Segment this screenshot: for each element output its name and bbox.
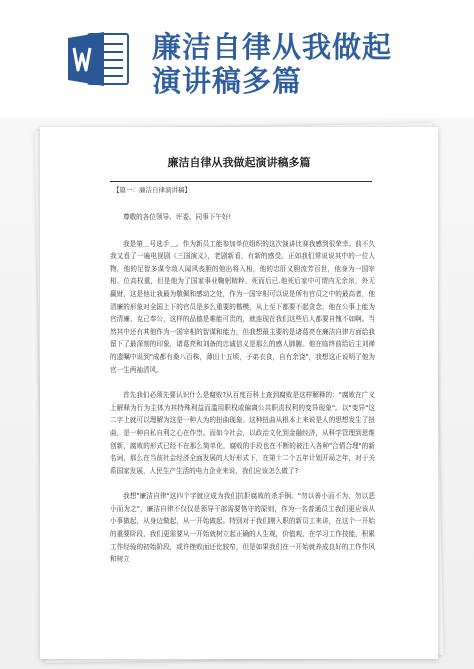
- title-line-1: 廉洁自律从我做起: [152, 30, 393, 64]
- document-body: [110, 211, 375, 579]
- paragraph-greeting: 尊敬的各位领导、评委、同事下午好!: [123, 213, 232, 221]
- page-title: [152, 30, 462, 98]
- section-divider: [110, 181, 372, 182]
- document-title: 廉洁自律从我做起演讲稿多篇: [167, 156, 311, 169]
- section-label: 【篇一：廉洁自律演讲稿】: [113, 186, 191, 194]
- paragraph-2: 首先我们必须先要认识什么是腐败?从百度百科上查到腐败是这样解释的："腐败在广义上解释为行为主体为其特殊利益而滥用职权或偏离公共职责权利的变异现象"。以"变异"这二字上就可以理解为这是一种人为的扭曲现象。这种扭曲从根本上来说是人的思想发生了扭曲，是一种自私自利之心在作祟。而如今社会，以政治文化到金融经济，从科学管理到思维创新，腐败的形式已经不在那么简单化，腐败的手段也在不断的被注入各种"合情合理"的新名词，那么在当前社会经济全面发展的大好形式下，在第十二个五年计划开局之年，对于关系国家发展，人民生产生活的电力企业来说，我们应该怎么做了?: [110, 391, 375, 475]
- document-page: [40, 127, 438, 659]
- word-doc-icon: [68, 30, 130, 88]
- title-line-2: 演讲稿多篇: [152, 64, 303, 98]
- header-banner: [0, 0, 474, 118]
- paragraph-1: 我是第＿号选手＿。作为新员工能参加单位组织的这次演讲比赛我感到很荣幸。前不久我又看了一遍电视剧《三国演义》，老剧新看，有新的感受。正如我们常说说其中的一位人物，他的足智多谋令敌人闻风丧胆的他出将入相，他的忠肝义胆流芳百世，他身为一国宰相、位高权重，但是他为了国家事业鞠躬精粹，死而后已.他死后家中可谓内无余帛，外无赢财，这是他让我最为敬佩和感动之处，作为一国宰相可以说是所有官员之中的最高者，他清廉的形象对全国上下的官员是多么重要的楷模，从上至下都要不起贪念，他在公事上能为官清廉、克己奉公，这样的品德是难能可贵的，就连现在我们这些后人都要自愧不如啊。当然其中还有其他作为一国宰相的智谋和能力，但我想最主要的是诸葛亮在廉洁自律方面给我留下了最深刻的印象，诸葛亮和刘备的忠诚信义是那么的感人肺腑。他在临终前给后主刘禅的遗嘱中说到"成都有桑八百株，薄田十五顷，子弟衣食，自有余饶"，我想这正说明了他为官一生两袖清风。: [110, 239, 375, 374]
- paragraph-3: 我想"廉洁自律"这四个字就应成为我们抗拒腐败的杀手锏。"勿以善小而不为，勿以恶小而为之"，廉洁自律不仅仅是领导干部需要恪守的原则，作为一名普通员工我们更应该从小事做起，从身边做起，从一开始做起。特别对于我们刚入职的新员工来讲，在这个一开始的重要阶段，我们更需要从一开始就树立起正确的人生观，价值观，在学习工作技能，积累工作经验的初始阶段，或许挫败面还比较窄，但是如果我们在一开始就养成良好的工作作风和树立: [110, 492, 375, 564]
